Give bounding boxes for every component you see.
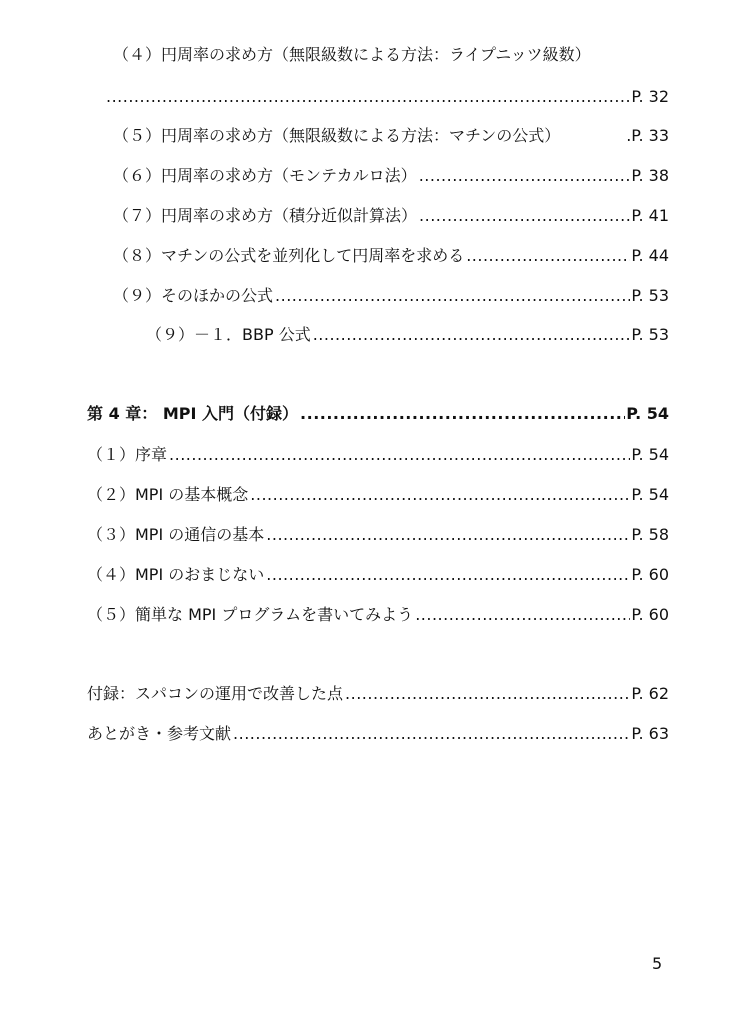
toc-entry-page: P. 44 (631, 246, 669, 265)
dot-leader (345, 684, 630, 704)
toc-entry (87, 684, 669, 704)
toc-entry (113, 45, 591, 65)
dot-leader (313, 325, 631, 345)
toc-entry (113, 126, 669, 146)
toc-entry-page: P. 60 (631, 565, 669, 584)
toc-entry-page: P. 63 (631, 724, 669, 743)
dot-leader (275, 286, 630, 306)
toc-entry (113, 166, 669, 186)
toc-entry-page: P. 60 (631, 605, 669, 624)
dot-leader (266, 565, 630, 585)
toc-entry-page: P. 53 (631, 286, 669, 305)
toc-entry-label: （５）簡単な MPI プログラムを書いてみよう (87, 605, 414, 624)
toc-entry-label: （５）円周率の求め方（無限級数による方法：マチンの公式） (113, 126, 561, 145)
dot-leader (415, 605, 630, 625)
toc-entry (113, 246, 669, 266)
toc-entry-label: （３）MPI の通信の基本 (87, 525, 265, 544)
toc-chapter-heading (87, 404, 669, 424)
toc-entry-page: .P. 33 (626, 126, 669, 145)
toc-entry-label: （７）円周率の求め方（積分近似計算法） (113, 206, 418, 225)
toc-entry (87, 724, 669, 744)
toc-entry (113, 286, 669, 306)
dot-leader (419, 166, 631, 186)
toc-entry (87, 565, 669, 585)
toc-entry-label: 第 4 章： MPI 入門（付録） (87, 404, 299, 423)
toc-entry-label: （１）序章 (87, 445, 168, 464)
toc-entry-page: P. 54 (626, 404, 669, 423)
toc-entry-page: P. 54 (631, 445, 669, 464)
toc-entry (146, 325, 669, 345)
dot-leader (233, 724, 630, 744)
toc-entry (87, 485, 669, 505)
dot-leader (419, 206, 630, 226)
toc-entry-page: P. 32 (631, 87, 669, 106)
toc-entry-page: P. 53 (631, 325, 669, 344)
toc-entry-label: （６）円周率の求め方（モンテカルロ法） (113, 166, 417, 185)
toc-entry-page: P. 38 (631, 166, 669, 185)
toc-entry-leader-line (104, 87, 669, 107)
toc-entry-page: P. 54 (631, 485, 669, 504)
dot-leader (169, 445, 630, 465)
toc-entry-label: （９）そのほかの公式 (113, 286, 274, 305)
toc-entry-page: P. 58 (631, 525, 669, 544)
dot-leader (266, 525, 630, 545)
toc-entry-page: P. 41 (631, 206, 669, 225)
toc-entry-label: （９）－１．BBP 公式 (146, 325, 311, 344)
dot-leader (300, 404, 625, 424)
toc-entry-page: P. 62 (631, 684, 669, 703)
toc-entry-label: （８）マチンの公式を並列化して円周率を求める (113, 246, 465, 265)
dot-leader (106, 87, 630, 107)
toc-entry-label: （４）MPI のおまじない (87, 565, 265, 584)
toc-entry (113, 206, 669, 226)
page-number: 5 (652, 954, 663, 973)
toc-entry-label: （４）円周率の求め方（無限級数による方法：ライプニッツ級数） (113, 45, 591, 64)
dot-leader (466, 246, 630, 266)
toc-entry-label: （２）MPI の基本概念 (87, 485, 249, 504)
toc-entry-label: 付録：スパコンの運用で改善した点 (87, 684, 344, 703)
toc-entry (87, 445, 669, 465)
toc-entry (87, 525, 669, 545)
dot-leader (250, 485, 630, 505)
toc-entry (87, 605, 669, 625)
toc-entry-label: あとがき・参考文献 (87, 724, 232, 743)
